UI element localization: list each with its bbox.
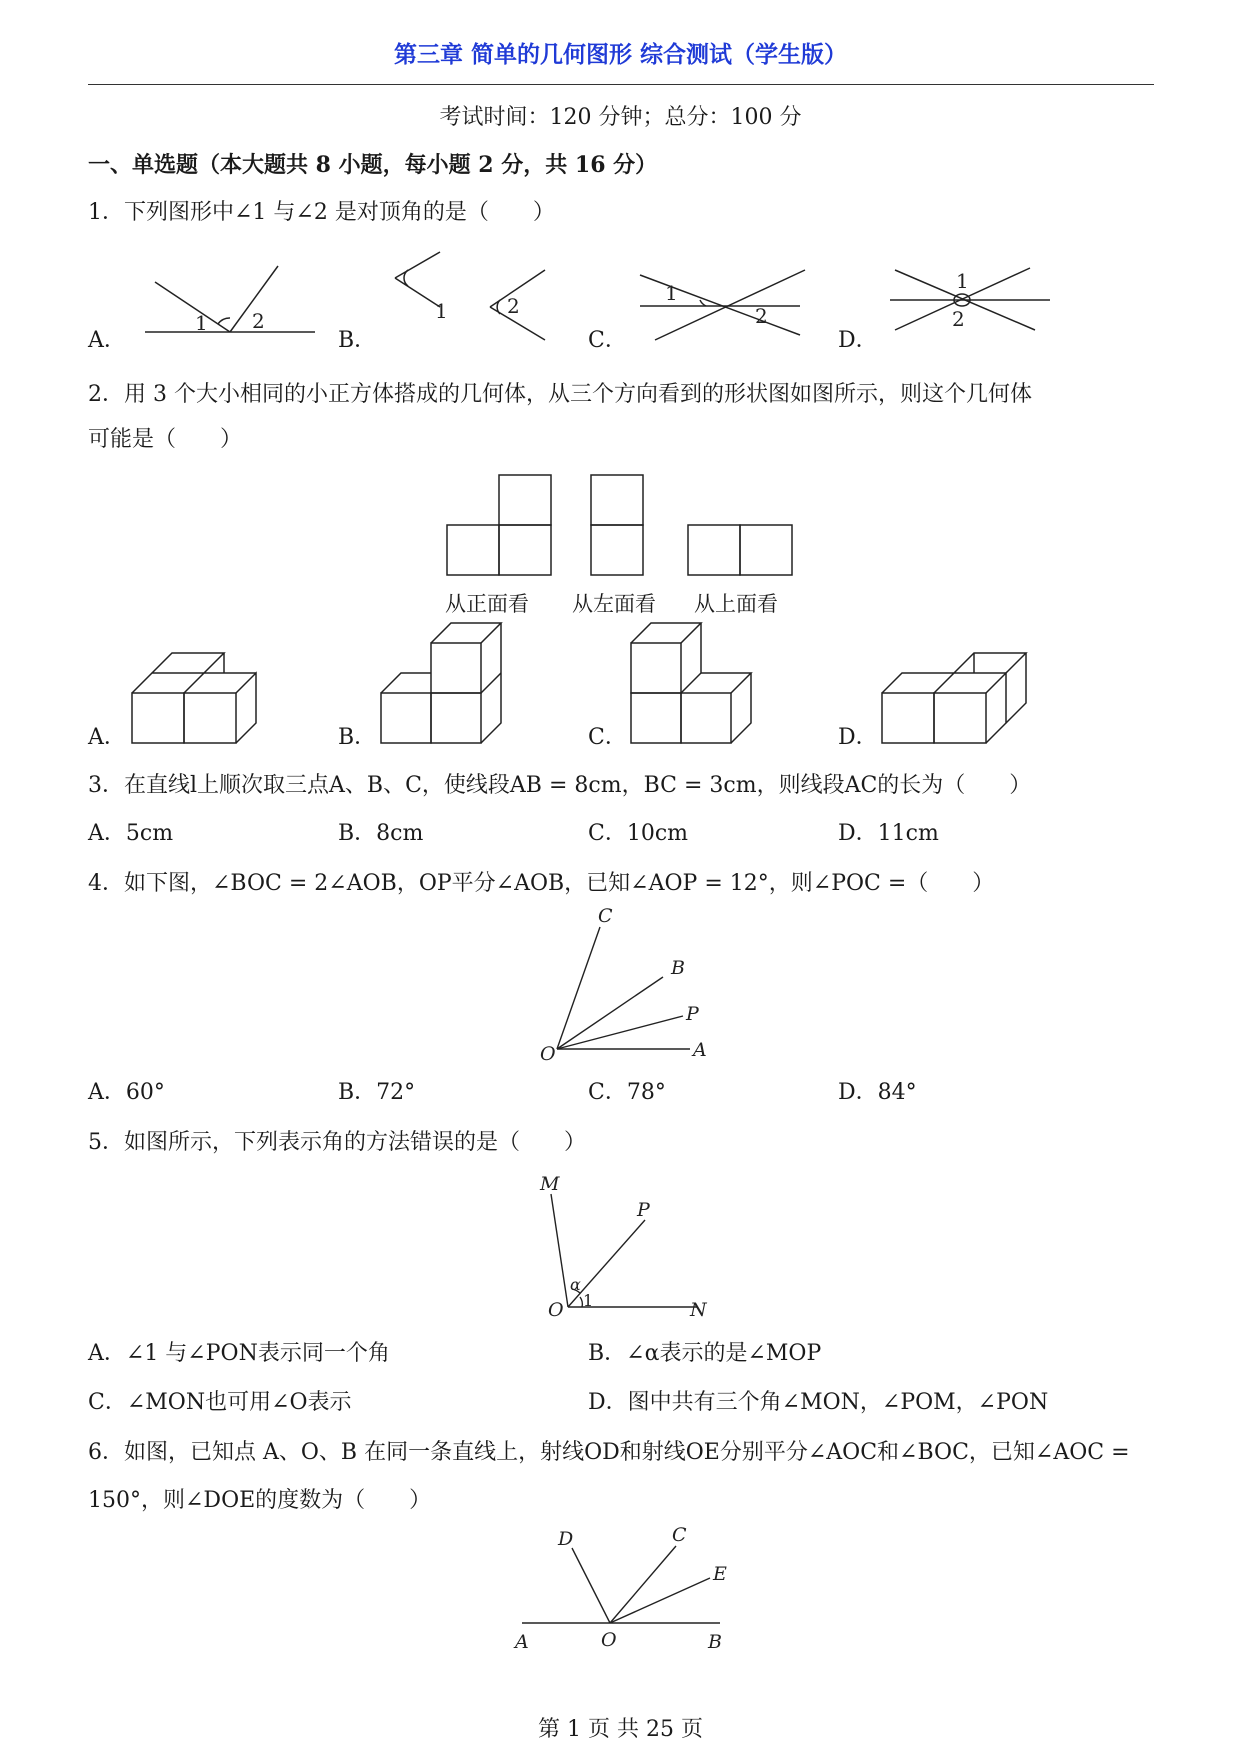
q4-label-a: A xyxy=(693,1039,707,1061)
q4-label-c: C xyxy=(598,905,613,927)
q5-option-a: A．∠1 与∠PON表示同一个角 xyxy=(88,1341,390,1366)
q1b-angle-1: 1 xyxy=(435,299,448,323)
question-4-stem: 4．如下图，∠BOC = 2∠AOB，OP平分∠AOB，已知∠AOP = 12°，则∠POC =（ ） xyxy=(88,871,995,896)
q1a-angle-2: 2 xyxy=(252,309,265,333)
question-6-stem-line2: 150°，则∠DOE的度数为（ ） xyxy=(88,1488,432,1513)
q2-solid-b xyxy=(381,623,501,743)
q1-figure-d xyxy=(890,268,1050,330)
question-1-stem: 1．下列图形中∠1 与∠2 是对顶角的是（ ） xyxy=(88,200,555,225)
q2-left-view-label: 从左面看 xyxy=(572,592,656,616)
q4-option-a: A．60° xyxy=(88,1080,165,1105)
q1d-angle-1: 1 xyxy=(956,269,969,293)
q5-label-n: N xyxy=(690,1299,707,1321)
question-5-stem: 5．如图所示，下列表示角的方法错误的是（ ） xyxy=(88,1130,586,1155)
q2-left-view xyxy=(591,475,643,575)
q2-option-d: D． xyxy=(838,725,878,750)
q6-label-o: O xyxy=(601,1629,617,1651)
question-3-stem: 3．在直线l上顺次取三点A、B、C，使线段AB = 8cm，BC = 3cm，则线段AC的长为（ ） xyxy=(88,773,1032,798)
q2-top-view-label: 从上面看 xyxy=(694,592,778,616)
q6-label-a: A xyxy=(515,1631,529,1653)
q6-figure xyxy=(522,1546,720,1623)
q4-label-o: O xyxy=(540,1043,556,1065)
q1-option-c: C． xyxy=(588,328,627,353)
page-footer: 第 1 页 共 25 页 xyxy=(538,1717,703,1742)
q5-option-d: D．图中共有三个角∠MON，∠POM，∠PON xyxy=(588,1390,1049,1415)
q1d-angle-2: 2 xyxy=(952,307,965,331)
q5-label-1: 1 xyxy=(583,1291,594,1310)
q2-front-view xyxy=(447,475,551,575)
q5-label-p: P xyxy=(637,1199,650,1221)
q1-figure-b xyxy=(395,252,545,340)
q2-option-b: B． xyxy=(338,725,377,750)
q6-label-e: E xyxy=(713,1563,727,1585)
q4-option-c: C．78° xyxy=(588,1080,666,1105)
q6-label-b: B xyxy=(708,1631,722,1653)
q4-figure xyxy=(557,927,690,1049)
q6-label-d: D xyxy=(558,1528,574,1550)
q3-option-a: A．5cm xyxy=(88,821,174,846)
q1-option-a: A． xyxy=(88,328,126,353)
q1c-angle-2: 2 xyxy=(755,304,768,328)
q1-option-d: D． xyxy=(838,328,878,353)
q1c-angle-1: 1 xyxy=(665,281,678,305)
q5-label-o: O xyxy=(548,1299,564,1321)
q2-solid-a xyxy=(132,653,256,743)
q5-option-b: B．∠α表示的是∠MOP xyxy=(588,1341,822,1366)
q2-option-a: A． xyxy=(88,725,126,750)
q6-label-c: C xyxy=(672,1524,687,1546)
q3-option-c: C．10cm xyxy=(588,821,689,846)
q3-option-d: D．11cm xyxy=(838,821,939,846)
q2-option-c: C． xyxy=(588,725,627,750)
q5-option-c: C．∠MON也可用∠O表示 xyxy=(88,1390,352,1415)
q1-option-b: B． xyxy=(338,328,377,353)
q4-option-d: D．84° xyxy=(838,1080,917,1105)
question-2-stem-line1: 2．用 3 个大小相同的小正方体搭成的几何体，从三个方向看到的形状图如图所示，则这个几何体 xyxy=(88,382,1032,407)
q4-option-b: B．72° xyxy=(338,1080,416,1105)
question-2-stem-line2: 可能是（ ） xyxy=(88,427,243,452)
document-title: 第三章 简单的几何图形 综合测试（学生版） xyxy=(393,41,847,68)
q4-label-b: B xyxy=(671,957,685,979)
q2-top-view xyxy=(688,525,792,575)
q4-label-p: P xyxy=(686,1003,699,1025)
exam-info: 考试时间：120 分钟；总分：100 分 xyxy=(439,105,802,130)
q2-solid-c xyxy=(631,623,751,743)
question-6-stem-line1: 6．如图，已知点 A、O、B 在同一条直线上，射线OD和射线OE分别平分∠AOC和∠BOC，已知∠AOC = xyxy=(88,1440,1130,1465)
section-title: 一、单选题（本大题共 8 小题，每小题 2 分，共 16 分） xyxy=(88,152,658,178)
q1-figure-a xyxy=(145,266,315,332)
q3-option-b: B．8cm xyxy=(338,821,424,846)
q1b-angle-2: 2 xyxy=(507,294,520,318)
q5-label-m: M xyxy=(540,1173,560,1195)
q2-solid-d xyxy=(882,653,1026,743)
q1a-angle-1: 1 xyxy=(195,311,208,335)
q5-label-alpha: α xyxy=(570,1275,581,1294)
q2-front-view-label: 从正面看 xyxy=(445,592,529,616)
